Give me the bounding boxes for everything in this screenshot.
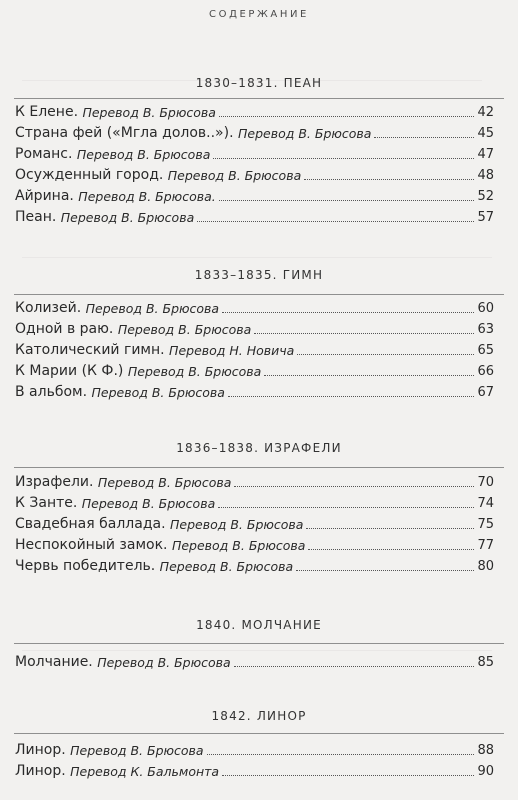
toc-entry[interactable] — [15, 163, 494, 184]
toc-entry[interactable] — [15, 359, 494, 380]
entry-title: В альбом. — [15, 384, 88, 400]
entry-page-number: 67 — [477, 385, 494, 400]
toc-entry[interactable] — [15, 142, 494, 163]
section-1830-1831 — [0, 75, 518, 91]
entry-page-number: 60 — [477, 301, 494, 316]
section-1836-1838 — [0, 440, 518, 456]
entry-page-number: 80 — [477, 559, 494, 574]
entry-page-number: 52 — [477, 189, 494, 204]
dot-leader — [296, 570, 474, 571]
entry-page-number: 42 — [477, 105, 494, 120]
section-title: 1833–1835. ГИМН — [194, 268, 324, 282]
entry-translator: Перевод В. Брюсова — [238, 126, 372, 141]
dot-leader — [264, 375, 474, 376]
entry-page-number: 70 — [477, 475, 494, 490]
toc-entry[interactable] — [15, 650, 494, 671]
section-rule — [14, 98, 504, 99]
dot-leader — [374, 137, 474, 138]
entry-page-number: 77 — [477, 538, 494, 553]
section-rule — [14, 294, 504, 295]
entry-page-number: 85 — [477, 655, 494, 670]
toc-entry[interactable] — [15, 759, 494, 780]
entry-title: Католический гимн. — [15, 342, 165, 358]
entry-translator: Перевод В. Брюсова — [167, 168, 302, 183]
entry-page-number: 88 — [477, 743, 494, 758]
dot-leader — [219, 116, 475, 117]
entry-title: Айрина. — [15, 188, 74, 204]
entry-translator: Перевод В. Брюсова — [76, 147, 211, 162]
entry-title: Неспокойный замок. — [15, 537, 168, 553]
toc-entry[interactable] — [15, 738, 494, 759]
toc-entry[interactable] — [15, 100, 494, 121]
section-title: 1830–1831. ПЕАН — [195, 76, 323, 90]
entry-translator: Перевод В. Брюсова — [127, 364, 262, 379]
entry-translator: Перевод В. Брюсова — [117, 322, 252, 337]
toc-entry[interactable] — [15, 296, 494, 317]
entry-page-number: 45 — [477, 126, 494, 141]
section-title: 1836–1838. ИЗРАФЕЛИ — [176, 441, 342, 455]
toc-entry[interactable] — [15, 512, 494, 533]
entry-translator: Перевод В. Брюсова — [70, 743, 204, 758]
toc-entry[interactable] — [15, 380, 494, 401]
section-rule — [14, 643, 504, 644]
toc-entry[interactable] — [15, 317, 494, 338]
entry-translator: Перевод К. Бальмонта — [70, 764, 220, 779]
entry-title: Линор. — [15, 763, 66, 779]
entry-title: К Занте. — [15, 495, 78, 511]
entry-title: Пеан. — [15, 209, 57, 225]
entry-translator: Перевод В. Брюсова — [170, 517, 304, 532]
entry-title: Одной в раю. — [15, 321, 114, 337]
entry-translator: Перевод В. Брюсова — [97, 655, 231, 670]
entry-translator: Перевод В. Брюсова — [91, 385, 225, 400]
entry-translator: Перевод В. Брюсова — [85, 301, 220, 316]
dot-leader — [306, 528, 474, 529]
entry-translator: Перевод В. Брюсова — [81, 496, 216, 511]
bleed-through-texture — [22, 245, 492, 258]
entry-translator: Перевод В. Брюсова — [97, 475, 232, 490]
entry-page-number: 90 — [477, 764, 494, 779]
dot-leader — [218, 507, 474, 508]
entry-title: Линор. — [15, 742, 66, 758]
dot-leader — [308, 549, 474, 550]
dot-leader — [219, 200, 475, 201]
entry-title: К Елене. — [15, 104, 79, 120]
section-1833-1835 — [0, 267, 518, 283]
section-title: 1840. МОЛЧАНИЕ — [196, 618, 322, 632]
section-1842 — [0, 708, 518, 724]
toc-entry[interactable] — [15, 205, 494, 226]
entry-title: Осужденный город. — [15, 167, 164, 183]
entry-translator: Перевод В. Брюсова — [60, 210, 195, 225]
dot-leader — [234, 486, 474, 487]
dot-leader — [197, 221, 474, 222]
section-1840 — [0, 617, 518, 633]
dot-leader — [222, 775, 474, 776]
entry-title: Романс. — [15, 146, 73, 162]
dot-leader — [213, 158, 474, 159]
dot-leader — [254, 333, 474, 334]
dot-leader — [304, 179, 474, 180]
dot-leader — [207, 754, 475, 755]
page-header: СОДЕРЖАНИЕ — [209, 9, 309, 20]
entry-page-number: 75 — [477, 517, 494, 532]
dot-leader — [297, 354, 474, 355]
entry-page-number: 63 — [477, 322, 494, 337]
dot-leader — [234, 666, 475, 667]
entry-page-number: 48 — [477, 168, 494, 183]
section-rule — [14, 467, 504, 468]
toc-entry[interactable] — [15, 491, 494, 512]
entry-title: Израфели. — [15, 474, 94, 490]
entry-page-number: 57 — [477, 210, 494, 225]
toc-entry[interactable] — [15, 533, 494, 554]
entry-page-number: 74 — [477, 496, 494, 511]
entry-translator: Перевод Н. Новича — [169, 343, 295, 358]
entry-page-number: 66 — [477, 364, 494, 379]
entry-title: Червь победитель. — [15, 558, 156, 574]
toc-entry[interactable] — [15, 554, 494, 575]
section-title: 1842. ЛИНОР — [211, 709, 307, 723]
toc-entry[interactable] — [15, 121, 494, 142]
entry-title: Свадебная баллада. — [15, 516, 166, 532]
entry-translator: Перевод В. Брюсова — [171, 538, 306, 553]
section-rule — [14, 733, 504, 734]
entry-title: Колизей. — [15, 300, 82, 316]
dot-leader — [228, 396, 475, 397]
toc-entry[interactable] — [15, 470, 494, 491]
toc-entry[interactable] — [15, 338, 494, 359]
entry-title: К Марии (К Ф.) — [15, 363, 124, 379]
toc-entry[interactable] — [15, 184, 494, 205]
entry-page-number: 65 — [477, 343, 494, 358]
entry-title: Страна фей («Мгла долов..»). — [15, 125, 234, 141]
entry-page-number: 47 — [477, 147, 494, 162]
entry-translator: Перевод В. Брюсова — [82, 105, 216, 120]
dot-leader — [222, 312, 474, 313]
entry-translator: Перевод В. Брюсова — [159, 559, 294, 574]
entry-title: Молчание. — [15, 654, 93, 670]
entry-translator: Перевод В. Брюсова. — [78, 189, 216, 204]
